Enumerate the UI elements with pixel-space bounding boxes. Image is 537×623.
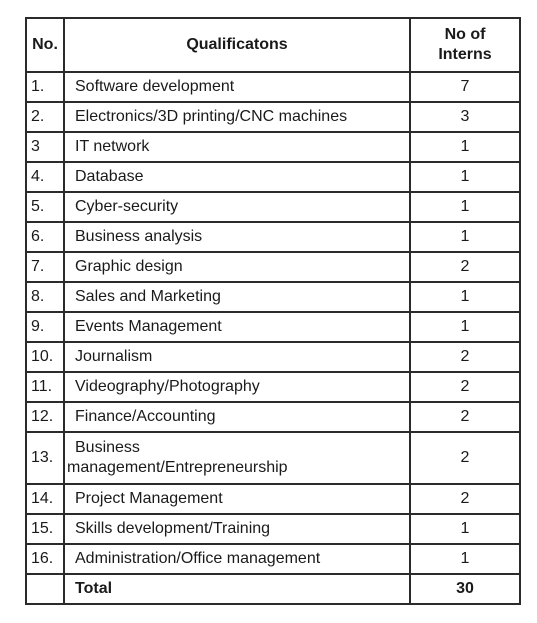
row-qualification: Graphic design <box>64 252 410 282</box>
table-row <box>26 372 520 402</box>
row-qualification: Software development <box>64 72 410 102</box>
table-row <box>26 102 520 132</box>
row-interns-count: 2 <box>410 484 520 514</box>
row-number: 4. <box>26 162 64 192</box>
row-qualification <box>64 432 410 484</box>
total-row-number <box>26 574 64 604</box>
table-row <box>26 252 520 282</box>
row-number: 9. <box>26 312 64 342</box>
row-interns-count: 1 <box>410 514 520 544</box>
total-row <box>26 574 520 604</box>
row-qualification-line1: Business <box>75 439 140 456</box>
row-interns-count: 1 <box>410 544 520 574</box>
table-row <box>26 514 520 544</box>
row-interns-count: 7 <box>410 72 520 102</box>
row-number: 10. <box>26 342 64 372</box>
row-interns-count: 2 <box>410 372 520 402</box>
table-row <box>26 312 520 342</box>
header-qualifications: Qualificatons <box>64 18 410 72</box>
row-number: 13. <box>26 432 64 484</box>
total-interns-count: 30 <box>410 574 520 604</box>
header-no-of-interns <box>410 18 520 72</box>
row-interns-count: 3 <box>410 102 520 132</box>
row-number: 12. <box>26 402 64 432</box>
row-qualification: Finance/Accounting <box>64 402 410 432</box>
row-interns-count: 1 <box>410 192 520 222</box>
header-interns-line2: Interns <box>438 46 492 63</box>
row-number: 8. <box>26 282 64 312</box>
table-row <box>26 402 520 432</box>
row-qualification: Sales and Marketing <box>64 282 410 312</box>
row-qualification-line2: management/Entrepreneurship <box>67 459 288 476</box>
row-qualification: Administration/Office management <box>64 544 410 574</box>
row-qualification: Business analysis <box>64 222 410 252</box>
row-interns-count: 2 <box>410 252 520 282</box>
table-row <box>26 544 520 574</box>
row-number: 5. <box>26 192 64 222</box>
table-row <box>26 282 520 312</box>
row-interns-count: 2 <box>410 402 520 432</box>
row-interns-count: 1 <box>410 222 520 252</box>
total-label: Total <box>64 574 410 604</box>
row-qualification: IT network <box>64 132 410 162</box>
row-number: 7. <box>26 252 64 282</box>
row-interns-count: 2 <box>410 432 520 484</box>
row-qualification: Electronics/3D printing/CNC machines <box>64 102 410 132</box>
table-row <box>26 432 520 484</box>
row-qualification: Project Management <box>64 484 410 514</box>
row-number: 1. <box>26 72 64 102</box>
row-qualification: Videography/Photography <box>64 372 410 402</box>
row-qualification: Events Management <box>64 312 410 342</box>
table-row <box>26 72 520 102</box>
table-row <box>26 484 520 514</box>
row-number: 15. <box>26 514 64 544</box>
row-interns-count: 2 <box>410 342 520 372</box>
table-row <box>26 192 520 222</box>
row-qualification: Skills development/Training <box>64 514 410 544</box>
table-header-row <box>26 18 520 72</box>
table-row <box>26 342 520 372</box>
row-interns-count: 1 <box>410 132 520 162</box>
row-interns-count: 1 <box>410 312 520 342</box>
row-interns-count: 1 <box>410 282 520 312</box>
table-row <box>26 132 520 162</box>
table-row <box>26 222 520 252</box>
row-qualification: Database <box>64 162 410 192</box>
table-row <box>26 162 520 192</box>
row-number: 11. <box>26 372 64 402</box>
row-number: 2. <box>26 102 64 132</box>
row-number: 6. <box>26 222 64 252</box>
row-number: 16. <box>26 544 64 574</box>
interns-qualifications-table <box>25 17 521 605</box>
header-no: No. <box>26 18 64 72</box>
row-qualification: Cyber-security <box>64 192 410 222</box>
row-number: 14. <box>26 484 64 514</box>
row-number: 3 <box>26 132 64 162</box>
row-qualification: Journalism <box>64 342 410 372</box>
row-interns-count: 1 <box>410 162 520 192</box>
header-interns-line1: No of <box>444 26 486 43</box>
